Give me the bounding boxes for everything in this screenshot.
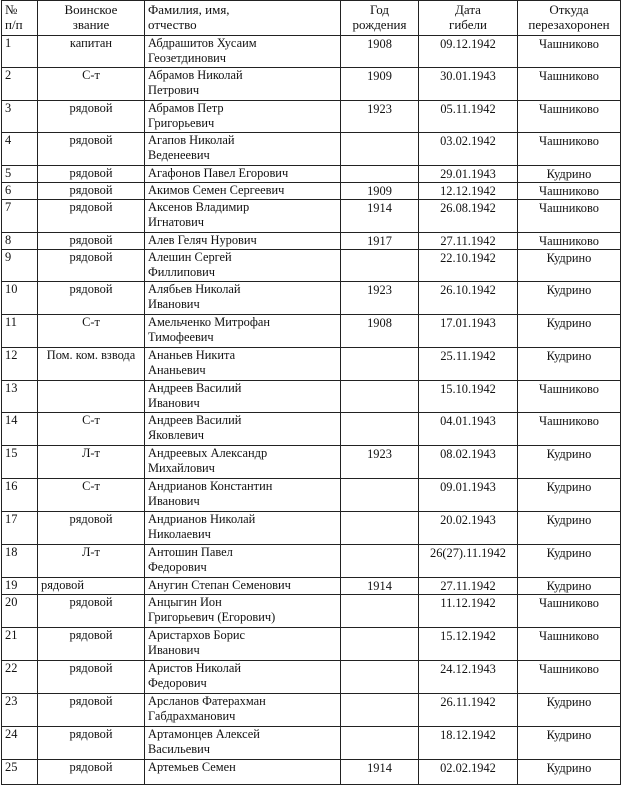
header-line: Дата — [455, 2, 481, 17]
death-date-cell: 18.12.1942 — [419, 727, 518, 760]
name-line: Николаевич — [148, 527, 211, 541]
death-date-cell: 15.10.1942 — [419, 381, 518, 413]
rank-cell: рядовой — [38, 101, 145, 133]
death-date-cell: 09.01.1943 — [419, 479, 518, 512]
death-date-cell: 08.02.1943 — [419, 446, 518, 479]
name-line: Андрианов Константин — [148, 479, 273, 493]
table-row — [2, 250, 621, 282]
row-number: 9 — [2, 250, 38, 282]
rank-cell: рядовой — [38, 250, 145, 282]
birth-year-cell: 1917 — [341, 233, 419, 250]
table-row — [2, 694, 621, 727]
name-cell — [145, 694, 341, 727]
birth-year-cell — [341, 694, 419, 727]
death-date-cell: 11.12.1942 — [419, 595, 518, 628]
birth-year-cell — [341, 413, 419, 446]
birth-year-cell: 1909 — [341, 183, 419, 200]
name-cell — [145, 727, 341, 760]
name-line: Алябьев Николай — [148, 282, 241, 296]
name-cell — [145, 101, 341, 133]
table-row — [2, 183, 621, 200]
rank-cell: рядовой — [38, 578, 145, 595]
table-row — [2, 661, 621, 694]
name-cell — [145, 578, 341, 595]
row-number: 5 — [2, 166, 38, 183]
name-line: Игнатович — [148, 215, 204, 229]
name-line: Аксенов Владимир — [148, 200, 250, 214]
name-cell — [145, 315, 341, 348]
row-number: 24 — [2, 727, 38, 760]
table-row — [2, 727, 621, 760]
name-line: Васильевич — [148, 742, 210, 756]
name-cell — [145, 381, 341, 413]
name-line: Амельченко Митрофан — [148, 315, 270, 329]
death-date-cell: 09.12.1942 — [419, 36, 518, 68]
death-date-cell: 26.10.1942 — [419, 282, 518, 315]
death-date-cell: 25.11.1942 — [419, 348, 518, 381]
table-row — [2, 413, 621, 446]
origin-cell: Кудрино — [518, 250, 621, 282]
origin-cell: Кудрино — [518, 727, 621, 760]
name-line: Григорьевич — [148, 116, 215, 130]
name-cell — [145, 133, 341, 166]
birth-year-cell — [341, 381, 419, 413]
rank-cell: рядовой — [38, 512, 145, 545]
rank-cell: рядовой — [38, 183, 145, 200]
origin-cell: Чашниково — [518, 413, 621, 446]
name-cell — [145, 282, 341, 315]
row-number: 4 — [2, 133, 38, 166]
death-date-cell: 26(27).11.1942 — [419, 545, 518, 578]
table-body — [2, 36, 621, 785]
name-cell — [145, 446, 341, 479]
col-birth-year-header — [341, 1, 419, 36]
row-number: 15 — [2, 446, 38, 479]
rank-cell: С-т — [38, 479, 145, 512]
rank-cell: рядовой — [38, 200, 145, 233]
name-cell — [145, 512, 341, 545]
birth-year-cell — [341, 512, 419, 545]
name-line: Яковлевич — [148, 428, 204, 442]
origin-cell: Кудрино — [518, 512, 621, 545]
death-date-cell: 04.01.1943 — [419, 413, 518, 446]
name-line: Геозетдинович — [148, 51, 227, 65]
name-line: Алешин Сергей — [148, 250, 232, 264]
name-line: Ананьевич — [148, 363, 206, 377]
origin-cell: Чашниково — [518, 200, 621, 233]
name-cell — [145, 595, 341, 628]
name-line: Арсланов Фатерахман — [148, 694, 266, 708]
name-line: Филлипович — [148, 265, 215, 279]
name-line: Петрович — [148, 83, 200, 97]
row-number: 2 — [2, 68, 38, 101]
header-line: звание — [72, 17, 110, 32]
rank-cell: Пом. ком. взвода — [38, 348, 145, 381]
row-number: 1 — [2, 36, 38, 68]
rank-cell: С-т — [38, 68, 145, 101]
row-number: 10 — [2, 282, 38, 315]
header-line: гибели — [449, 17, 487, 32]
rank-cell: рядовой — [38, 133, 145, 166]
rank-cell: рядовой — [38, 233, 145, 250]
table-row — [2, 381, 621, 413]
birth-year-cell — [341, 250, 419, 282]
header-line: перезахоронен — [528, 17, 610, 32]
death-date-cell: 26.08.1942 — [419, 200, 518, 233]
row-number: 6 — [2, 183, 38, 200]
header-line: Фамилия, имя, — [148, 2, 230, 17]
rank-cell: рядовой — [38, 694, 145, 727]
col-origin-header — [518, 1, 621, 36]
row-number: 18 — [2, 545, 38, 578]
col-name-header — [145, 1, 341, 36]
origin-cell: Чашниково — [518, 381, 621, 413]
row-number: 3 — [2, 101, 38, 133]
row-number: 23 — [2, 694, 38, 727]
rank-cell: капитан — [38, 36, 145, 68]
name-line: Анугин Степан Семенович — [148, 578, 291, 592]
row-number: 8 — [2, 233, 38, 250]
name-line: Михайлович — [148, 461, 215, 475]
name-cell — [145, 348, 341, 381]
birth-year-cell: 1923 — [341, 282, 419, 315]
name-line: Абдрашитов Хусаим — [148, 36, 257, 50]
row-number: 25 — [2, 760, 38, 785]
birth-year-cell: 1909 — [341, 68, 419, 101]
table-row — [2, 233, 621, 250]
birth-year-cell: 1914 — [341, 578, 419, 595]
name-line: Андреев Василий — [148, 413, 242, 427]
origin-cell: Чашниково — [518, 183, 621, 200]
name-line: Акимов Семен Сергеевич — [148, 183, 285, 197]
table-row — [2, 479, 621, 512]
table-header — [2, 1, 621, 36]
row-number: 14 — [2, 413, 38, 446]
name-cell — [145, 183, 341, 200]
header-line: Воинское — [64, 2, 118, 17]
name-line: Федорович — [148, 560, 207, 574]
table-row — [2, 68, 621, 101]
name-cell — [145, 661, 341, 694]
birth-year-cell — [341, 661, 419, 694]
name-line: Анцыгин Ион — [148, 595, 222, 609]
name-cell — [145, 545, 341, 578]
name-line: Иванович — [148, 643, 200, 657]
birth-year-cell — [341, 133, 419, 166]
birth-year-cell: 1923 — [341, 101, 419, 133]
table-row — [2, 348, 621, 381]
death-date-cell: 03.02.1942 — [419, 133, 518, 166]
row-number: 21 — [2, 628, 38, 661]
birth-year-cell — [341, 595, 419, 628]
header-line: п/п — [5, 17, 23, 32]
death-date-cell: 20.02.1943 — [419, 512, 518, 545]
rank-cell: С-т — [38, 413, 145, 446]
name-cell — [145, 760, 341, 785]
table-row — [2, 166, 621, 183]
name-line: Андреевых Александр — [148, 446, 268, 460]
name-line: Тимофеевич — [148, 330, 214, 344]
rank-cell — [38, 381, 145, 413]
name-line: Абрамов Петр — [148, 101, 224, 115]
table-row — [2, 36, 621, 68]
death-date-cell: 24.12.1943 — [419, 661, 518, 694]
birth-year-cell — [341, 545, 419, 578]
table-row — [2, 133, 621, 166]
rank-cell: рядовой — [38, 661, 145, 694]
name-line: Иванович — [148, 396, 200, 410]
burial-list-table — [1, 0, 621, 785]
row-number: 12 — [2, 348, 38, 381]
name-line: Абрамов Николай — [148, 68, 243, 82]
table-row — [2, 578, 621, 595]
name-line: Габдрахманович — [148, 709, 236, 723]
name-line: Андреев Василий — [148, 381, 242, 395]
name-line: Алев Геляч Нурович — [148, 233, 257, 247]
name-line: Иванович — [148, 297, 200, 311]
name-line: Антошин Павел — [148, 545, 233, 559]
rank-cell: рядовой — [38, 166, 145, 183]
rank-cell: рядовой — [38, 628, 145, 661]
death-date-cell: 22.10.1942 — [419, 250, 518, 282]
name-line: Веденеевич — [148, 148, 210, 162]
table-row — [2, 545, 621, 578]
origin-cell: Чашниково — [518, 101, 621, 133]
name-cell — [145, 250, 341, 282]
death-date-cell: 02.02.1942 — [419, 760, 518, 785]
rank-cell: рядовой — [38, 727, 145, 760]
birth-year-cell — [341, 727, 419, 760]
header-row — [2, 1, 621, 36]
name-cell — [145, 628, 341, 661]
origin-cell: Кудрино — [518, 446, 621, 479]
name-line: Артамонцев Алексей — [148, 727, 260, 741]
name-line: Агафонов Павел Егорович — [148, 166, 289, 180]
name-line: Ананьев Никита — [148, 348, 236, 362]
origin-cell: Чашниково — [518, 68, 621, 101]
name-line: Иванович — [148, 494, 200, 508]
name-line: Григорьевич (Егорович) — [148, 610, 276, 624]
col-death-date-header — [419, 1, 518, 36]
birth-year-cell: 1914 — [341, 760, 419, 785]
header-line: № — [5, 2, 18, 17]
header-line: рождения — [352, 17, 407, 32]
row-number: 16 — [2, 479, 38, 512]
rank-cell: рядовой — [38, 282, 145, 315]
name-cell — [145, 166, 341, 183]
name-line: Артемьев Семен — [148, 760, 236, 774]
table-row — [2, 595, 621, 628]
origin-cell: Чашниково — [518, 133, 621, 166]
origin-cell: Чашниково — [518, 628, 621, 661]
origin-cell: Чашниково — [518, 595, 621, 628]
name-cell — [145, 200, 341, 233]
origin-cell: Кудрино — [518, 282, 621, 315]
origin-cell: Кудрино — [518, 315, 621, 348]
death-date-cell: 27.11.1942 — [419, 578, 518, 595]
table-row — [2, 200, 621, 233]
name-line: Аристархов Борис — [148, 628, 246, 642]
col-rank-header — [38, 1, 145, 36]
death-date-cell: 05.11.1942 — [419, 101, 518, 133]
origin-cell: Кудрино — [518, 760, 621, 785]
origin-cell: Чашниково — [518, 661, 621, 694]
name-cell — [145, 413, 341, 446]
death-date-cell: 17.01.1943 — [419, 315, 518, 348]
table-row — [2, 282, 621, 315]
table-row — [2, 512, 621, 545]
header-line: Откуда — [549, 2, 589, 17]
name-cell — [145, 479, 341, 512]
death-date-cell: 30.01.1943 — [419, 68, 518, 101]
header-line: Год — [369, 2, 390, 17]
table-row — [2, 101, 621, 133]
header-line: отчество — [148, 17, 197, 32]
rank-cell: С-т — [38, 315, 145, 348]
origin-cell: Кудрино — [518, 545, 621, 578]
row-number: 22 — [2, 661, 38, 694]
origin-cell: Чашниково — [518, 36, 621, 68]
rank-cell: Л-т — [38, 446, 145, 479]
origin-cell: Кудрино — [518, 166, 621, 183]
name-cell — [145, 233, 341, 250]
rank-cell: рядовой — [38, 595, 145, 628]
death-date-cell: 29.01.1943 — [419, 166, 518, 183]
death-date-cell: 12.12.1942 — [419, 183, 518, 200]
col-number-header — [2, 1, 38, 36]
table-row — [2, 628, 621, 661]
birth-year-cell — [341, 479, 419, 512]
birth-year-cell — [341, 166, 419, 183]
name-line: Агапов Николай — [148, 133, 235, 147]
rank-cell: Л-т — [38, 545, 145, 578]
table-row — [2, 446, 621, 479]
birth-year-cell — [341, 628, 419, 661]
origin-cell: Кудрино — [518, 348, 621, 381]
death-date-cell: 15.12.1942 — [419, 628, 518, 661]
table-row — [2, 315, 621, 348]
name-cell — [145, 36, 341, 68]
name-line: Аристов Николай — [148, 661, 241, 675]
origin-cell: Чашниково — [518, 233, 621, 250]
name-cell — [145, 68, 341, 101]
row-number: 17 — [2, 512, 38, 545]
birth-year-cell: 1908 — [341, 315, 419, 348]
origin-cell: Кудрино — [518, 578, 621, 595]
death-date-cell: 26.11.1942 — [419, 694, 518, 727]
origin-cell: Кудрино — [518, 694, 621, 727]
birth-year-cell: 1908 — [341, 36, 419, 68]
row-number: 11 — [2, 315, 38, 348]
name-line: Андрианов Николай — [148, 512, 256, 526]
row-number: 20 — [2, 595, 38, 628]
rank-cell: рядовой — [38, 760, 145, 785]
name-line: Федорович — [148, 676, 207, 690]
origin-cell: Кудрино — [518, 479, 621, 512]
row-number: 13 — [2, 381, 38, 413]
birth-year-cell: 1914 — [341, 200, 419, 233]
row-number: 19 — [2, 578, 38, 595]
row-number: 7 — [2, 200, 38, 233]
birth-year-cell: 1923 — [341, 446, 419, 479]
table-row — [2, 760, 621, 785]
death-date-cell: 27.11.1942 — [419, 233, 518, 250]
birth-year-cell — [341, 348, 419, 381]
